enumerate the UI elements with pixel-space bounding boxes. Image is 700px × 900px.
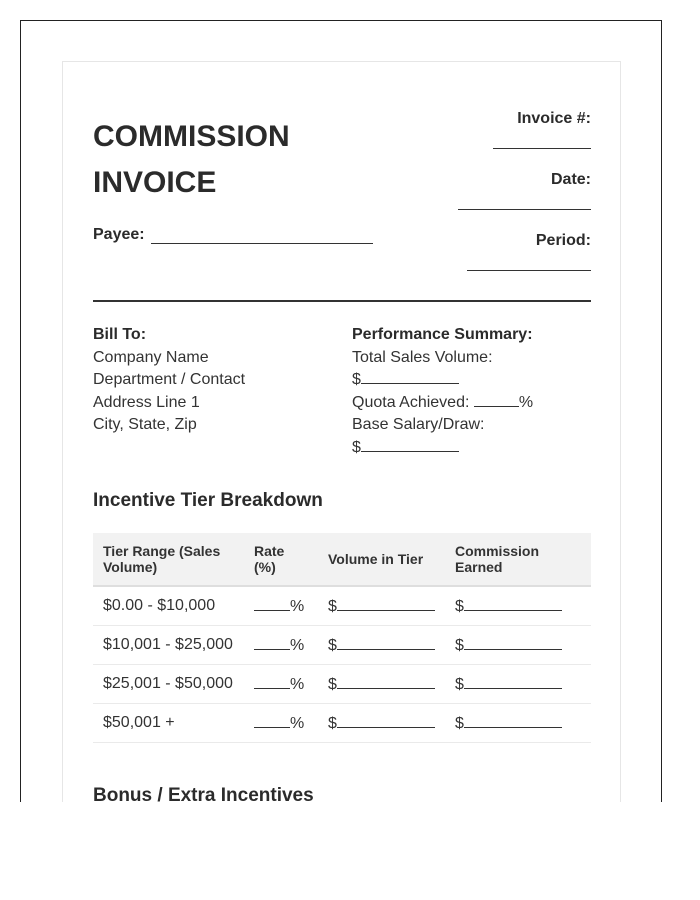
invoice-sheet — [62, 61, 621, 802]
performance-summary-block — [352, 324, 592, 459]
commission-cell — [445, 625, 591, 664]
tier-range-cell: $25,001 - $50,000 — [93, 664, 244, 703]
rate-blank-line — [254, 635, 290, 650]
title-line-1: COMMISSION — [93, 120, 290, 153]
document-frame — [20, 20, 662, 802]
bonus-incentives-heading: Bonus / Extra Incentives — [93, 785, 314, 802]
table-header-row — [93, 533, 591, 586]
commission-cell — [445, 703, 591, 742]
rate-blank-line — [254, 713, 290, 728]
performance-summary-heading: Performance Summary: — [352, 326, 533, 343]
table-row — [93, 586, 591, 625]
column-header-rate: Rate (%) — [244, 533, 318, 586]
volume-blank-line — [337, 674, 435, 689]
total-sales-label: Total Sales Volume: — [352, 348, 493, 366]
tier-range-cell: $0.00 - $10,000 — [93, 586, 244, 625]
title-line-2: INVOICE — [93, 166, 217, 199]
commission-blank-line — [464, 713, 562, 728]
rate-cell — [244, 586, 318, 625]
currency-symbol: $ — [455, 636, 464, 654]
volume-cell — [318, 586, 445, 625]
base-salary-blank-line — [361, 437, 459, 452]
column-header-tier-range: Tier Range (Sales Volume) — [93, 533, 244, 586]
commission-cell — [445, 664, 591, 703]
percent-sign: % — [290, 597, 305, 615]
percent-sign: % — [290, 675, 305, 693]
commission-cell — [445, 586, 591, 625]
tier-range-cell: $50,001 + — [93, 703, 244, 742]
tier-range-cell: $10,001 - $25,000 — [93, 625, 244, 664]
payee-label: Payee: — [93, 226, 145, 243]
currency-symbol: $ — [328, 597, 337, 615]
total-sales-blank-line — [361, 369, 459, 384]
currency-symbol: $ — [328, 714, 337, 732]
invoice-number-field — [517, 110, 591, 128]
bill-to-line: City, State, Zip — [93, 416, 197, 433]
header-divider — [93, 300, 591, 302]
bill-to-heading: Bill To: — [93, 326, 147, 343]
table-row — [93, 664, 591, 703]
currency-symbol: $ — [455, 675, 464, 693]
rate-cell — [244, 625, 318, 664]
date-blank-line — [458, 209, 591, 210]
percent-sign: % — [290, 714, 305, 732]
invoice-number-label: Invoice #: — [517, 110, 591, 127]
period-blank-line — [467, 270, 591, 271]
volume-cell — [318, 703, 445, 742]
currency-symbol: $ — [352, 438, 361, 456]
volume-blank-line — [337, 635, 435, 650]
rate-blank-line — [254, 674, 290, 689]
tier-breakdown-heading: Incentive Tier Breakdown — [93, 490, 323, 511]
currency-symbol: $ — [328, 675, 337, 693]
commission-blank-line — [464, 674, 562, 689]
quota-label: Quota Achieved: — [352, 393, 470, 411]
currency-symbol: $ — [455, 597, 464, 615]
invoice-number-blank-line — [493, 148, 591, 149]
invoice-title — [93, 114, 393, 206]
currency-symbol: $ — [352, 371, 361, 388]
commission-blank-line — [464, 635, 562, 650]
quota-field — [352, 392, 592, 415]
bill-to-line: Company Name — [93, 348, 209, 366]
volume-cell — [318, 664, 445, 703]
volume-cell — [318, 625, 445, 664]
total-sales-field — [352, 369, 592, 392]
bill-to-line: Address Line 1 — [93, 393, 200, 411]
volume-blank-line — [337, 596, 435, 611]
quota-blank-line — [474, 392, 519, 407]
table-row — [93, 703, 591, 742]
base-salary-field — [352, 437, 592, 460]
commission-blank-line — [464, 596, 562, 611]
rate-cell — [244, 664, 318, 703]
payee-field — [93, 226, 373, 244]
percent-sign: % — [290, 636, 305, 654]
base-salary-label: Base Salary/Draw: — [352, 416, 485, 433]
table-row — [93, 625, 591, 664]
date-label: Date: — [550, 171, 591, 188]
currency-symbol: $ — [455, 714, 464, 732]
currency-symbol: $ — [328, 636, 337, 654]
period-field — [536, 232, 591, 250]
date-field — [551, 171, 591, 189]
rate-cell — [244, 703, 318, 742]
bill-to-block — [93, 324, 333, 437]
column-header-commission: Commission Earned — [445, 533, 591, 586]
column-header-volume: Volume in Tier — [318, 533, 445, 586]
rate-blank-line — [254, 596, 290, 611]
period-label: Period: — [535, 232, 591, 249]
percent-sign: % — [518, 393, 534, 411]
payee-blank-line — [151, 228, 373, 244]
bill-to-line: Department / Contact — [93, 371, 246, 388]
tier-breakdown-table — [93, 533, 591, 743]
volume-blank-line — [337, 713, 435, 728]
